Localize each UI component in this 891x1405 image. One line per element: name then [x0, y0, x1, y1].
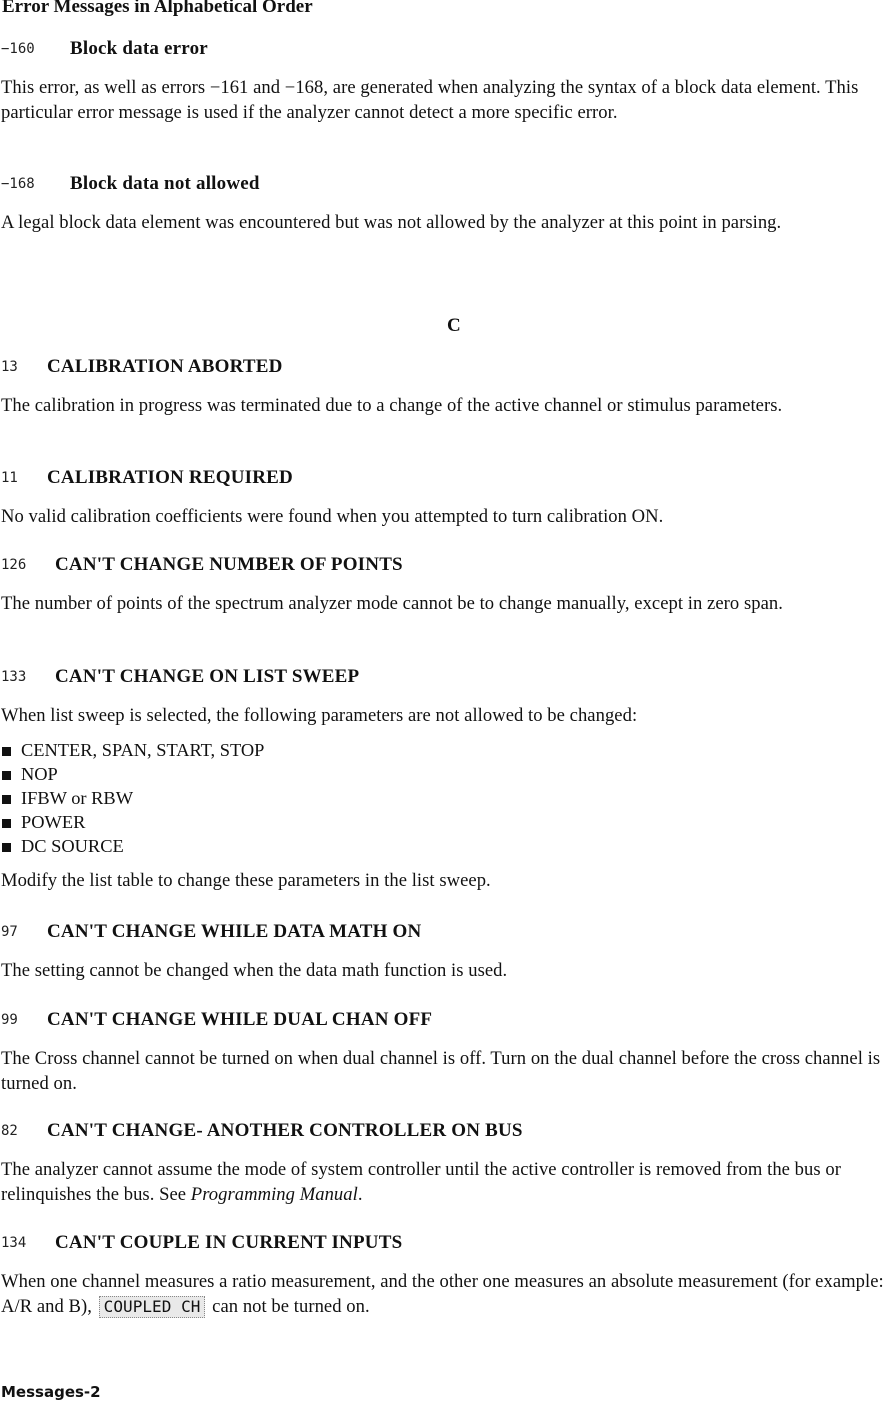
error-description: When list sweep is selected, the following parameters are not allowed to be changed: — [1, 705, 638, 726]
error-code: 13 — [1, 359, 18, 375]
error-title: CAN'T CHANGE ON LIST SWEEP — [55, 666, 360, 687]
message-entry — [0, 554, 889, 617]
error-code: 97 — [1, 924, 18, 940]
error-title: CAN'T COUPLE IN CURRENT INPUTS — [55, 1232, 403, 1253]
error-title: Block data error — [70, 38, 208, 59]
parameter-list — [0, 738, 889, 859]
error-code: 11 — [1, 470, 18, 486]
error-code: 82 — [1, 1123, 18, 1139]
list-item — [2, 786, 889, 810]
list-item — [2, 738, 889, 762]
manual-reference: Programming Manual — [190, 1183, 358, 1205]
bullet-icon — [2, 819, 11, 828]
error-description: This error, as well as errors −161 and −168, are generated when analyzing the syntax of a block data element. This particular error message is used if the analyzer cannot detect a more specific error. — [1, 77, 859, 123]
bullet-icon — [2, 771, 11, 780]
bullet-icon — [2, 795, 11, 804]
bullet-icon — [2, 747, 11, 756]
error-title: CAN'T CHANGE WHILE DATA MATH ON — [47, 921, 422, 942]
list-item-text: POWER — [21, 812, 86, 833]
error-description — [0, 1158, 889, 1207]
list-item-text: IFBW or RBW — [21, 787, 134, 808]
description-text-end: can not be turned on. — [212, 1295, 370, 1317]
error-code: −168 — [1, 176, 35, 192]
message-entry — [0, 467, 889, 530]
list-item-text: CENTER, SPAN, START, STOP — [21, 739, 265, 760]
list-item-text: NOP — [21, 763, 58, 784]
error-code: 126 — [1, 557, 27, 573]
error-title: CALIBRATION REQUIRED — [47, 467, 293, 488]
error-code: 134 — [1, 1235, 27, 1251]
list-item — [2, 762, 889, 786]
error-title: Block data not allowed — [70, 173, 260, 194]
error-description: No valid calibration coefficients were found when you attempted to turn calibration ON. — [1, 506, 664, 527]
error-description-note: Modify the list table to change these parameters in the list sweep. — [1, 869, 491, 891]
error-title: CAN'T CHANGE- ANOTHER CONTROLLER ON BUS — [47, 1120, 523, 1141]
message-entry — [0, 173, 889, 236]
error-title: CALIBRATION ABORTED — [47, 356, 283, 377]
message-entry — [0, 356, 889, 419]
error-description: The setting cannot be changed when the data math function is used. — [1, 960, 508, 981]
list-item-text: DC SOURCE — [21, 836, 124, 857]
list-item — [2, 834, 889, 858]
description-text: The analyzer cannot assume the mode of system controller until the active controller is removed from the bus or relinquishes the bus. See — [1, 1159, 841, 1205]
message-entry — [0, 1009, 889, 1096]
message-entry — [0, 1120, 889, 1207]
page-footer: Messages-2 — [1, 1383, 101, 1401]
error-description: The number of points of the spectrum analyzer mode cannot be to change manually, except in zero span. — [1, 593, 783, 614]
error-description: A legal block data element was encountered but was not allowed by the analyzer at this point in parsing. — [1, 212, 782, 233]
error-title: CAN'T CHANGE WHILE DUAL CHAN OFF — [47, 1009, 433, 1030]
message-entry — [0, 1232, 889, 1319]
error-description: The calibration in progress was terminated due to a change of the active channel or stimulus parameters. — [1, 395, 783, 416]
bullet-icon — [2, 843, 11, 852]
message-entry — [0, 921, 889, 984]
message-entry — [0, 666, 889, 893]
section-letter: C — [447, 315, 461, 336]
error-description — [0, 1270, 889, 1319]
error-code: 133 — [1, 669, 27, 685]
list-item — [2, 810, 889, 834]
error-code: −160 — [1, 41, 35, 57]
message-entry — [0, 38, 889, 125]
softkey-label: COUPLED CH — [99, 1296, 206, 1318]
page-header: Error Messages in Alphabetical Order — [2, 0, 313, 17]
description-text: When one channel measures a ratio measurement, and the other one measures an absolute measurement (for example: A/R and B), — [1, 1271, 884, 1317]
error-description: The Cross channel cannot be turned on when dual channel is off. Turn on the dual channel before the cross channel is turned on. — [1, 1048, 881, 1094]
error-title: CAN'T CHANGE NUMBER OF POINTS — [55, 554, 403, 575]
error-code: 99 — [1, 1012, 18, 1028]
description-text-end: . — [357, 1183, 363, 1205]
